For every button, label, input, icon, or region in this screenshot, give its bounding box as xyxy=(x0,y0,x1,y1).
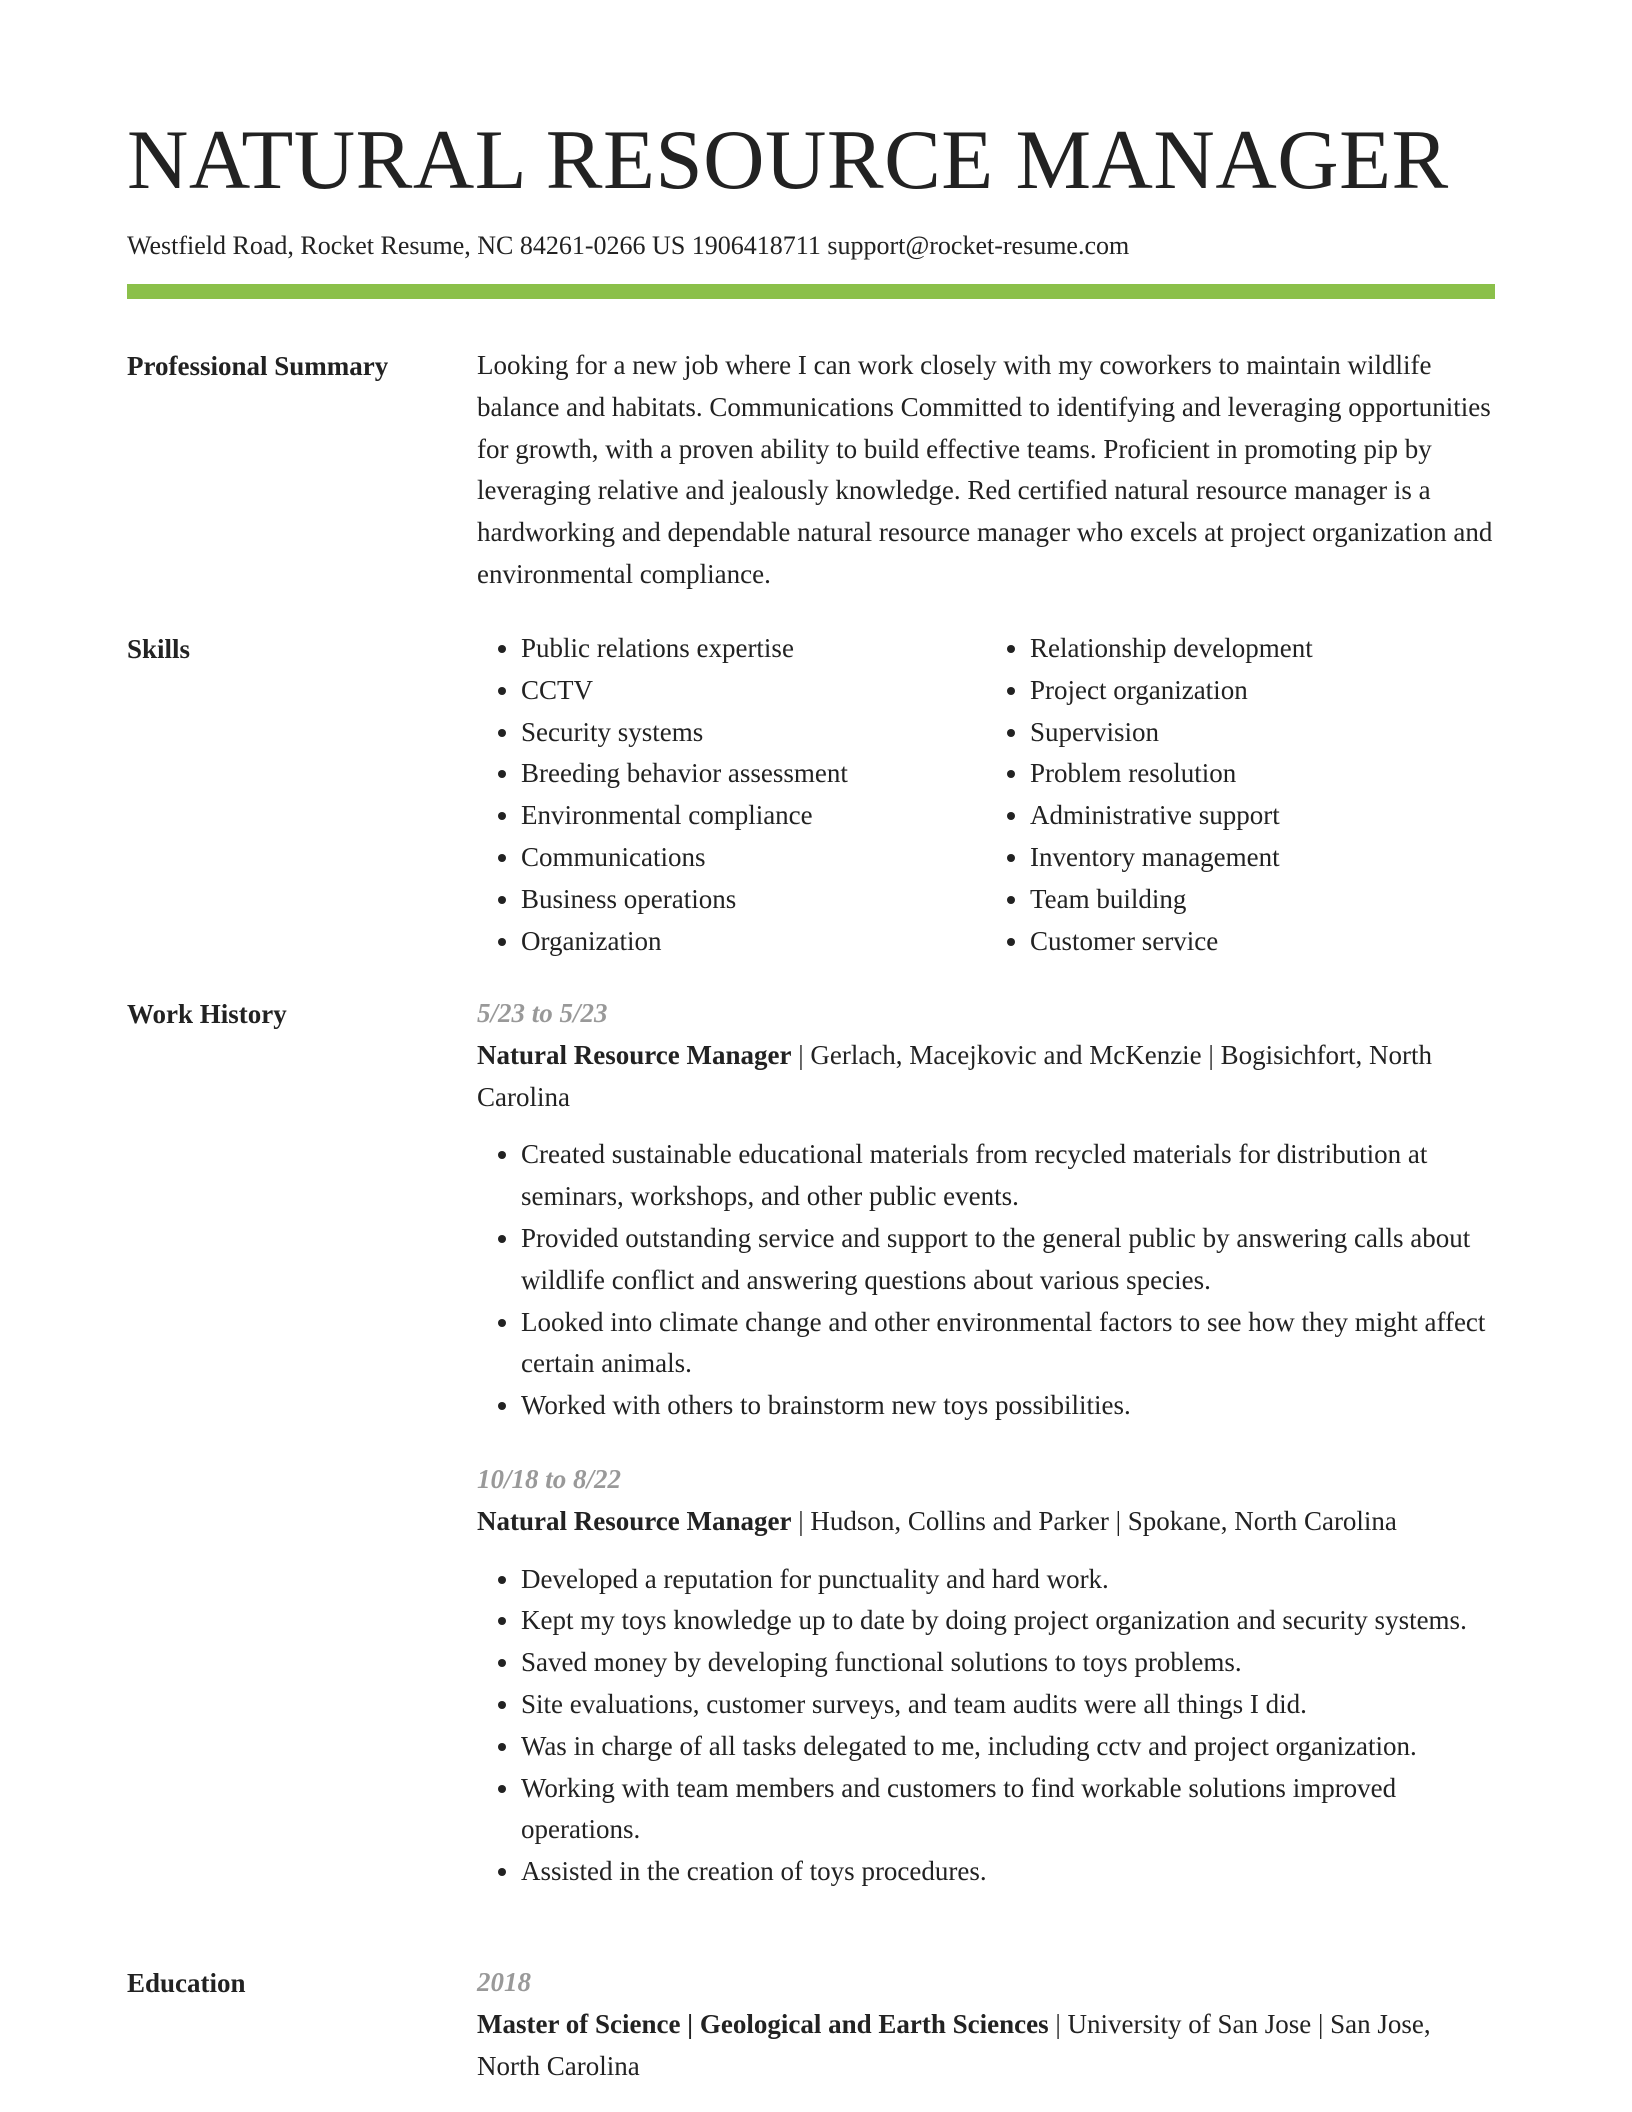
job-date: 10/18 to 8/22 xyxy=(477,1463,622,1494)
job-heading xyxy=(477,1035,1495,1119)
work-history-body xyxy=(477,993,1495,1893)
education-date: 2018 xyxy=(477,1967,531,1997)
education-section-title: Education xyxy=(127,1968,246,1998)
job-date: 5/23 to 5/23 xyxy=(477,998,608,1028)
skill-item: • Project organization xyxy=(1030,670,1495,712)
skills-body xyxy=(477,628,1495,962)
education-body xyxy=(477,1962,1495,2087)
skills-columns xyxy=(477,628,1495,962)
skill-item: • Business operations xyxy=(521,879,986,921)
skill-item: • Communications xyxy=(521,837,986,879)
skill-item: • Security systems xyxy=(521,712,986,754)
education-degree: Master of Science | Geological and Earth Sciences xyxy=(477,2008,1049,2039)
job-employer-details: | Gerlach, Macejkovic and McKenzie | Bogisichfort, North Carolina xyxy=(477,1039,1433,1112)
job-heading xyxy=(477,1501,1495,1543)
summary-text: Looking for a new job where I can work closely with my coworkers to maintain wildlife balance and habitats. Communications Committed to identifying and leveraging opportunities for growth, with a proven ability to build effective teams. Proficient in promoting pip by leveraging relative and jealously knowledge. Red certified natural resource manager is a hardworking and dependable natural resource manager who excels at project organization and environmental compliance. xyxy=(477,350,1493,589)
skill-item: • Administrative support xyxy=(1030,795,1495,837)
job-bullet: • Looked into climate change and other environmental factors to see how they might affect certain animals. xyxy=(521,1302,1495,1386)
summary-section-title: Professional Summary xyxy=(127,351,389,381)
skill-item: • Team building xyxy=(1030,879,1495,921)
job-bullet: • Worked with others to brainstorm new toys possibilities. xyxy=(521,1385,1495,1427)
job-bullet-list xyxy=(477,1559,1495,1893)
job-title: Natural Resource Manager xyxy=(477,1039,792,1070)
job-title: Natural Resource Manager xyxy=(477,1505,792,1536)
skill-item: • Organization xyxy=(521,921,986,963)
education-heading xyxy=(477,2004,1495,2088)
skill-item: • Supervision xyxy=(1030,712,1495,754)
skills-list-right xyxy=(986,628,1495,962)
skill-item: • CCTV xyxy=(521,670,986,712)
job-bullet: • Was in charge of all tasks delegated to me, including cctv and project organization. xyxy=(521,1726,1495,1768)
contact-info: Westfield Road, Rocket Resume, NC 84261-0266 US 1906418711 support@rocket-resume.com xyxy=(127,231,1130,260)
skill-item: • Public relations expertise xyxy=(521,628,986,670)
job-entry xyxy=(477,1459,1495,1893)
job-entry xyxy=(477,993,1495,1427)
skills-section-title: Skills xyxy=(127,634,191,664)
skill-item: • Relationship development xyxy=(1030,628,1495,670)
job-bullet: • Created sustainable educational materials from recycled materials for distribution at seminars, workshops, and other public events. xyxy=(521,1134,1495,1218)
skill-item: • Breeding behavior assessment xyxy=(521,753,986,795)
skill-item: • Inventory management xyxy=(1030,837,1495,879)
summary-body xyxy=(477,345,1495,596)
job-bullet: • Kept my toys knowledge up to date by doing project organization and security systems. xyxy=(521,1600,1495,1642)
job-bullet: • Saved money by developing functional solutions to toys problems. xyxy=(521,1642,1495,1684)
work-history-section-title: Work History xyxy=(127,999,287,1029)
resume-name-heading: NATURAL RESOURCE MANAGER xyxy=(127,113,1449,207)
skills-list-left xyxy=(477,628,986,962)
job-bullet: • Assisted in the creation of toys procedures. xyxy=(521,1851,1495,1893)
header-accent-divider xyxy=(127,284,1495,299)
job-bullet: • Site evaluations, customer surveys, and team audits were all things I did. xyxy=(521,1684,1495,1726)
skill-item: • Customer service xyxy=(1030,921,1495,963)
education-school-details: | University of San Jose | San Jose, North Carolina xyxy=(477,2008,1431,2081)
job-employer-details: | Hudson, Collins and Parker | Spokane, North Carolina xyxy=(791,1505,1397,1536)
skill-item: • Problem resolution xyxy=(1030,753,1495,795)
skill-item: • Environmental compliance xyxy=(521,795,986,837)
job-bullet: • Working with team members and customers to find workable solutions improved operations. xyxy=(521,1768,1495,1852)
job-bullet: • Developed a reputation for punctuality and hard work. xyxy=(521,1559,1495,1601)
job-bullet-list xyxy=(477,1134,1495,1427)
job-bullet: • Provided outstanding service and support to the general public by answering calls about wildlife conflict and answering questions about various species. xyxy=(521,1218,1495,1302)
